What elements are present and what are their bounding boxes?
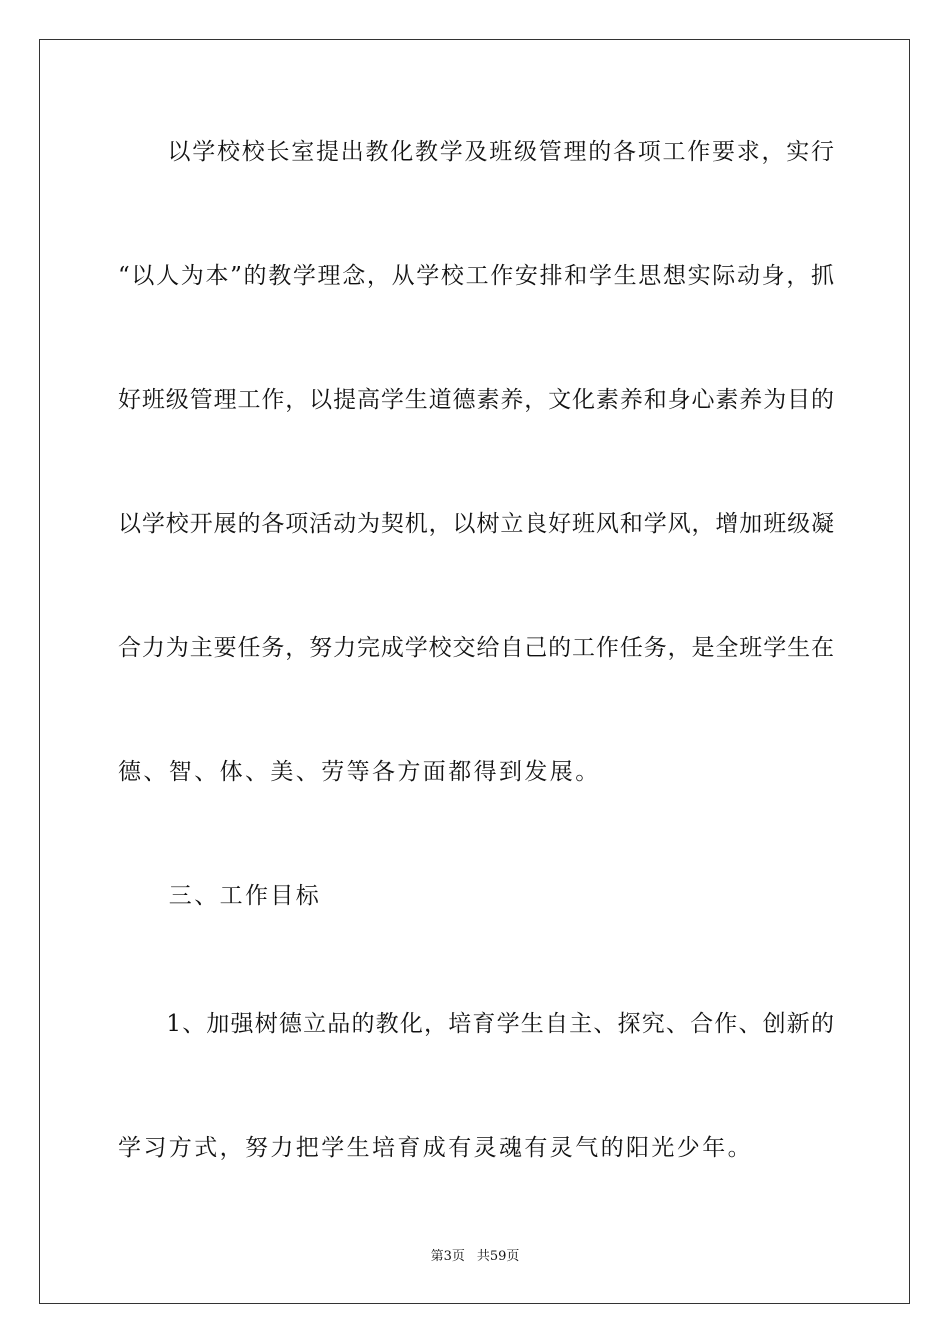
paragraph-line: 1、加强树德立品的教化，培育学生自主、探究、合作、创新的 xyxy=(118,1011,834,1037)
paragraph-line: 以学校校长室提出教化教学及班级管理的各项工作要求，实行 xyxy=(118,139,834,165)
paragraph-line: 德、智、体、美、劳等各方面都得到发展。 xyxy=(118,759,601,785)
section-heading: 三、工作目标 xyxy=(118,883,322,909)
paragraph-line: 合力为主要任务，努力完成学校交给自己的工作任务，是全班学生在 xyxy=(118,635,834,661)
page-footer xyxy=(0,1248,950,1266)
paragraph-line: 学习方式，努力把学生培育成有灵魂有灵气的阳光少年。 xyxy=(118,1135,753,1161)
paragraph-line: “以人为本”的教学理念，从学校工作安排和学生思想实际动身，抓 xyxy=(118,263,834,289)
page-total: 共59页 xyxy=(476,1249,520,1264)
paragraph-line: 以学校开展的各项活动为契机，以树立良好班风和学风，增加班级凝 xyxy=(118,511,834,537)
page-border xyxy=(39,39,910,1304)
paragraph-line: 好班级管理工作，以提高学生道德素养，文化素养和身心素养为目的 xyxy=(118,387,834,413)
page-number: 第3页 xyxy=(430,1249,465,1264)
